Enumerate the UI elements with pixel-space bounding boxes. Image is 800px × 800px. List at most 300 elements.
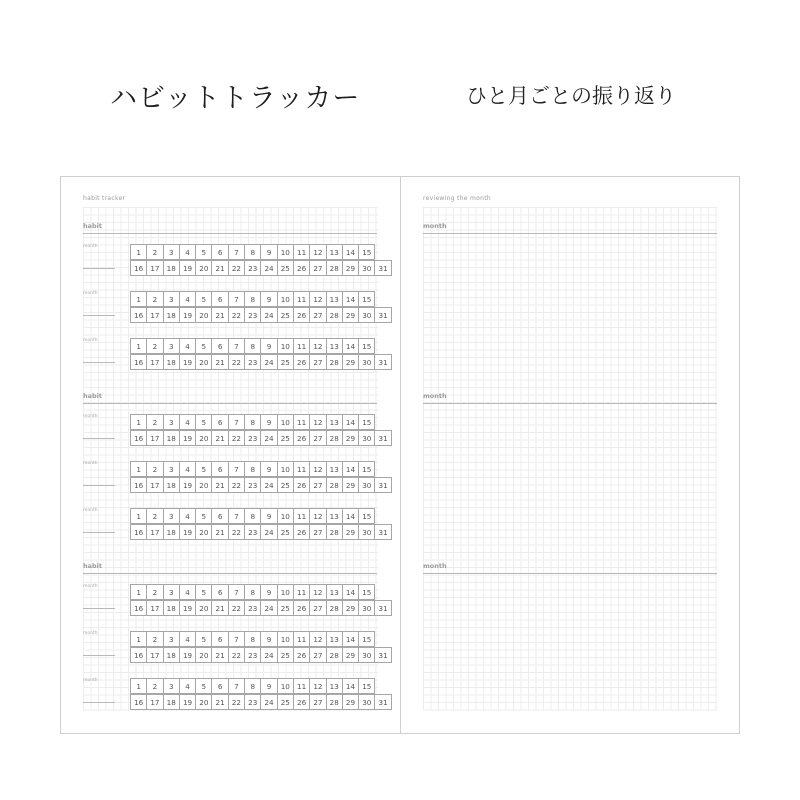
day-cell[interactable]: 26 [293,430,310,446]
day-cell[interactable]: 1 [130,461,147,477]
day-cell[interactable]: 7 [228,461,245,477]
day-cell[interactable]: 6 [211,678,228,694]
day-cell[interactable]: 10 [277,338,294,354]
day-cell[interactable]: 2 [146,338,163,354]
day-cell[interactable]: 17 [146,307,163,323]
day-cell[interactable]: 3 [163,244,180,260]
day-cell[interactable]: 4 [179,678,196,694]
day-cell[interactable]: 28 [326,354,343,370]
day-cell[interactable]: 22 [228,260,245,276]
day-cell[interactable]: 1 [130,584,147,600]
day-cell[interactable]: 22 [228,647,245,663]
day-cell[interactable]: 13 [326,244,343,260]
day-cell[interactable]: 26 [293,260,310,276]
day-cell[interactable]: 2 [146,244,163,260]
day-cell[interactable]: 29 [342,477,359,493]
day-cell[interactable]: 12 [309,338,326,354]
day-cell[interactable]: 25 [277,477,294,493]
day-cell[interactable]: 8 [244,414,261,430]
day-cell[interactable]: 3 [163,461,180,477]
day-cell[interactable]: 3 [163,508,180,524]
day-cell[interactable]: 10 [277,414,294,430]
day-cell[interactable]: 13 [326,291,343,307]
day-cell[interactable]: 28 [326,600,343,616]
day-cell[interactable]: 27 [309,647,326,663]
day-cell[interactable]: 3 [163,338,180,354]
day-cell[interactable]: 12 [309,461,326,477]
day-cell[interactable]: 5 [195,338,212,354]
day-cell[interactable]: 4 [179,291,196,307]
day-cell[interactable]: 2 [146,584,163,600]
habit-write-line[interactable] [83,403,377,404]
day-cell[interactable]: 1 [130,678,147,694]
day-cell[interactable]: 25 [277,354,294,370]
day-cell[interactable]: 23 [244,600,261,616]
day-cell[interactable]: 18 [163,354,180,370]
day-cell[interactable]: 4 [179,631,196,647]
day-cell[interactable]: 30 [358,354,375,370]
day-cell[interactable]: 22 [228,354,245,370]
day-cell[interactable]: 13 [326,631,343,647]
month-write-line[interactable] [83,532,115,533]
day-cell[interactable]: 14 [342,508,359,524]
day-cell[interactable]: 3 [163,414,180,430]
day-cell[interactable]: 22 [228,307,245,323]
day-cell[interactable]: 14 [342,678,359,694]
day-cell[interactable]: 31 [374,647,391,663]
day-cell[interactable]: 17 [146,260,163,276]
day-cell[interactable]: 11 [293,291,310,307]
day-cell[interactable]: 10 [277,678,294,694]
month-write-line[interactable] [83,655,115,656]
day-cell[interactable]: 28 [326,477,343,493]
month-write-line[interactable] [83,485,115,486]
day-cell[interactable]: 15 [358,338,375,354]
day-cell[interactable]: 26 [293,307,310,323]
day-cell[interactable]: 25 [277,694,294,710]
day-cell[interactable]: 14 [342,338,359,354]
day-cell[interactable]: 16 [130,694,147,710]
day-cell[interactable]: 7 [228,631,245,647]
day-cell[interactable]: 31 [374,307,391,323]
day-cell[interactable]: 1 [130,338,147,354]
day-cell[interactable]: 14 [342,291,359,307]
day-cell[interactable]: 13 [326,338,343,354]
day-cell[interactable]: 18 [163,600,180,616]
day-cell[interactable]: 26 [293,477,310,493]
month-write-line[interactable] [83,315,115,316]
day-cell[interactable]: 18 [163,647,180,663]
day-cell[interactable]: 17 [146,354,163,370]
day-cell[interactable]: 9 [260,414,277,430]
day-cell[interactable]: 30 [358,647,375,663]
day-cell[interactable]: 21 [211,524,228,540]
day-cell[interactable]: 5 [195,631,212,647]
day-cell[interactable]: 20 [195,647,212,663]
day-cell[interactable]: 23 [244,477,261,493]
day-cell[interactable]: 4 [179,338,196,354]
day-cell[interactable]: 19 [179,524,196,540]
day-cell[interactable]: 31 [374,600,391,616]
review-write-line[interactable] [423,573,717,574]
day-cell[interactable]: 16 [130,647,147,663]
day-cell[interactable]: 9 [260,244,277,260]
day-cell[interactable]: 4 [179,508,196,524]
day-cell[interactable]: 7 [228,584,245,600]
day-cell[interactable]: 29 [342,647,359,663]
day-cell[interactable]: 20 [195,307,212,323]
day-cell[interactable]: 6 [211,414,228,430]
day-cell[interactable]: 19 [179,694,196,710]
day-cell[interactable]: 17 [146,647,163,663]
day-cell[interactable]: 15 [358,584,375,600]
day-cell[interactable]: 19 [179,477,196,493]
day-cell[interactable]: 27 [309,694,326,710]
day-cell[interactable]: 29 [342,354,359,370]
day-cell[interactable]: 23 [244,307,261,323]
day-cell[interactable]: 19 [179,354,196,370]
day-cell[interactable]: 24 [260,694,277,710]
day-cell[interactable]: 27 [309,307,326,323]
day-cell[interactable]: 4 [179,461,196,477]
day-cell[interactable]: 19 [179,647,196,663]
day-cell[interactable]: 18 [163,694,180,710]
day-cell[interactable]: 25 [277,647,294,663]
day-cell[interactable]: 16 [130,600,147,616]
day-cell[interactable]: 31 [374,477,391,493]
day-cell[interactable]: 27 [309,600,326,616]
day-cell[interactable]: 15 [358,678,375,694]
day-cell[interactable]: 28 [326,524,343,540]
day-cell[interactable]: 1 [130,414,147,430]
day-cell[interactable]: 8 [244,678,261,694]
day-cell[interactable]: 15 [358,244,375,260]
day-cell[interactable]: 30 [358,694,375,710]
day-cell[interactable]: 2 [146,461,163,477]
day-cell[interactable]: 18 [163,477,180,493]
day-cell[interactable]: 24 [260,524,277,540]
day-cell[interactable]: 14 [342,631,359,647]
day-cell[interactable]: 30 [358,477,375,493]
day-cell[interactable]: 11 [293,338,310,354]
day-cell[interactable]: 18 [163,524,180,540]
day-cell[interactable]: 25 [277,260,294,276]
month-write-line[interactable] [83,702,115,703]
day-cell[interactable]: 21 [211,307,228,323]
day-cell[interactable]: 29 [342,694,359,710]
day-cell[interactable]: 19 [179,307,196,323]
day-cell[interactable]: 18 [163,430,180,446]
day-cell[interactable]: 30 [358,260,375,276]
day-cell[interactable]: 7 [228,338,245,354]
day-cell[interactable]: 14 [342,584,359,600]
day-cell[interactable]: 8 [244,584,261,600]
day-cell[interactable]: 10 [277,244,294,260]
day-cell[interactable]: 21 [211,647,228,663]
habit-label: habit [83,222,103,230]
day-cell[interactable]: 31 [374,694,391,710]
day-cell[interactable]: 13 [326,584,343,600]
day-cell[interactable]: 20 [195,694,212,710]
day-cell[interactable]: 6 [211,461,228,477]
day-cell[interactable]: 16 [130,524,147,540]
habit-write-line[interactable] [83,573,377,574]
day-cell[interactable]: 14 [342,461,359,477]
day-cell[interactable]: 2 [146,291,163,307]
day-cell[interactable]: 13 [326,508,343,524]
day-cell[interactable]: 9 [260,508,277,524]
day-cell[interactable]: 17 [146,477,163,493]
day-cell[interactable]: 15 [358,414,375,430]
day-cell[interactable]: 28 [326,307,343,323]
day-grid [130,461,391,492]
day-cell[interactable]: 30 [358,307,375,323]
day-cell[interactable]: 16 [130,307,147,323]
day-cell[interactable]: 6 [211,508,228,524]
day-cell[interactable]: 30 [358,600,375,616]
day-cell[interactable]: 4 [179,414,196,430]
day-cell[interactable]: 25 [277,430,294,446]
day-cell[interactable]: 21 [211,354,228,370]
left-page [61,177,401,733]
month-write-line[interactable] [83,268,115,269]
day-cell[interactable]: 23 [244,354,261,370]
day-cell[interactable]: 3 [163,584,180,600]
day-cell[interactable]: 22 [228,430,245,446]
day-cell[interactable]: 11 [293,414,310,430]
habit-write-line[interactable] [83,233,377,234]
day-cell[interactable]: 5 [195,678,212,694]
day-cell[interactable]: 29 [342,260,359,276]
day-cell[interactable]: 19 [179,260,196,276]
day-cell[interactable]: 12 [309,678,326,694]
day-cell[interactable]: 27 [309,430,326,446]
day-cell[interactable]: 17 [146,430,163,446]
day-cell[interactable]: 14 [342,244,359,260]
day-cell[interactable]: 23 [244,260,261,276]
day-cell[interactable]: 1 [130,244,147,260]
day-cell[interactable]: 9 [260,338,277,354]
day-cell[interactable]: 9 [260,291,277,307]
day-cell[interactable]: 28 [326,694,343,710]
day-cell[interactable]: 23 [244,524,261,540]
day-cell[interactable]: 20 [195,477,212,493]
day-cell[interactable]: 28 [326,260,343,276]
day-cell[interactable]: 19 [179,600,196,616]
day-cell[interactable]: 21 [211,260,228,276]
day-cell[interactable]: 21 [211,430,228,446]
day-cell[interactable]: 24 [260,260,277,276]
day-cell[interactable]: 26 [293,694,310,710]
day-cell[interactable]: 8 [244,244,261,260]
day-cell[interactable]: 7 [228,414,245,430]
day-cell[interactable]: 16 [130,354,147,370]
day-cell[interactable]: 26 [293,647,310,663]
day-cell[interactable]: 8 [244,508,261,524]
day-cell[interactable]: 1 [130,508,147,524]
day-cell[interactable]: 1 [130,631,147,647]
day-cell[interactable]: 8 [244,631,261,647]
day-cell[interactable]: 12 [309,508,326,524]
day-cell[interactable]: 20 [195,600,212,616]
day-cell[interactable]: 7 [228,508,245,524]
day-cell[interactable]: 23 [244,647,261,663]
day-cell[interactable]: 24 [260,354,277,370]
day-cell[interactable]: 9 [260,584,277,600]
day-cell[interactable]: 10 [277,631,294,647]
day-cell[interactable]: 22 [228,477,245,493]
day-cell[interactable]: 23 [244,694,261,710]
day-cell[interactable]: 6 [211,584,228,600]
day-cell[interactable]: 27 [309,524,326,540]
day-cell[interactable]: 1 [130,291,147,307]
day-cell[interactable]: 19 [179,430,196,446]
day-cell[interactable]: 17 [146,694,163,710]
day-cell[interactable]: 12 [309,631,326,647]
day-cell[interactable]: 2 [146,678,163,694]
month-write-line[interactable] [83,608,115,609]
day-cell[interactable]: 15 [358,631,375,647]
day-cell[interactable]: 26 [293,354,310,370]
day-cell[interactable]: 21 [211,600,228,616]
day-cell[interactable]: 8 [244,291,261,307]
day-cell[interactable]: 28 [326,647,343,663]
month-tracker-row [83,508,388,540]
day-cell[interactable]: 24 [260,477,277,493]
day-cell[interactable]: 16 [130,430,147,446]
day-cell[interactable]: 6 [211,338,228,354]
day-cell[interactable]: 20 [195,524,212,540]
day-cell[interactable]: 24 [260,647,277,663]
review-write-line[interactable] [423,233,717,234]
day-cell[interactable]: 28 [326,430,343,446]
review-write-line[interactable] [423,403,717,404]
day-cell[interactable]: 5 [195,291,212,307]
month-write-line[interactable] [83,438,115,439]
day-cell[interactable]: 10 [277,461,294,477]
day-cell[interactable]: 26 [293,600,310,616]
day-cell[interactable]: 15 [358,291,375,307]
day-cell[interactable]: 18 [163,307,180,323]
day-cell[interactable]: 25 [277,600,294,616]
day-cell[interactable]: 11 [293,508,310,524]
day-cell[interactable]: 7 [228,244,245,260]
day-cell[interactable]: 29 [342,524,359,540]
day-cell[interactable]: 11 [293,678,310,694]
day-cell[interactable]: 20 [195,260,212,276]
day-grid [130,584,391,615]
day-cell[interactable]: 18 [163,260,180,276]
day-cell[interactable]: 27 [309,477,326,493]
day-cell[interactable]: 5 [195,414,212,430]
day-cell[interactable]: 11 [293,584,310,600]
day-cell[interactable]: 17 [146,600,163,616]
day-cell[interactable]: 24 [260,600,277,616]
day-cell[interactable]: 23 [244,430,261,446]
day-cell[interactable]: 12 [309,414,326,430]
day-cell[interactable]: 2 [146,414,163,430]
day-cell[interactable]: 6 [211,631,228,647]
day-cell[interactable]: 8 [244,461,261,477]
day-cell[interactable]: 5 [195,461,212,477]
day-cell[interactable]: 4 [179,244,196,260]
day-cell[interactable]: 31 [374,354,391,370]
day-cell[interactable]: 12 [309,584,326,600]
day-cell[interactable]: 3 [163,631,180,647]
day-cell[interactable]: 15 [358,508,375,524]
day-cell[interactable]: 5 [195,584,212,600]
day-cell[interactable]: 14 [342,414,359,430]
day-cell[interactable]: 10 [277,291,294,307]
month-tracker-row [83,584,388,616]
day-cell[interactable]: 4 [179,584,196,600]
day-cell[interactable]: 7 [228,678,245,694]
day-cell[interactable]: 31 [374,260,391,276]
day-cell[interactable]: 10 [277,584,294,600]
day-cell[interactable]: 30 [358,430,375,446]
day-cell[interactable]: 2 [146,631,163,647]
day-cell[interactable]: 29 [342,307,359,323]
day-cell[interactable]: 7 [228,291,245,307]
day-cell[interactable]: 12 [309,244,326,260]
day-cell[interactable]: 24 [260,307,277,323]
day-cell[interactable]: 5 [195,244,212,260]
day-cell[interactable]: 21 [211,694,228,710]
day-cell[interactable]: 3 [163,678,180,694]
day-cell[interactable]: 24 [260,430,277,446]
month-write-line[interactable] [83,362,115,363]
day-cell[interactable]: 29 [342,600,359,616]
day-cell[interactable]: 21 [211,477,228,493]
day-cell[interactable]: 9 [260,678,277,694]
day-cell[interactable]: 17 [146,524,163,540]
day-cell[interactable]: 29 [342,430,359,446]
day-cell[interactable]: 9 [260,631,277,647]
day-cell[interactable]: 25 [277,524,294,540]
day-cell[interactable]: 6 [211,244,228,260]
day-cell[interactable]: 3 [163,291,180,307]
day-cell[interactable]: 16 [130,477,147,493]
day-cell[interactable]: 2 [146,508,163,524]
day-cell[interactable]: 8 [244,338,261,354]
day-cell[interactable]: 15 [358,461,375,477]
day-cell[interactable]: 31 [374,430,391,446]
day-cell[interactable]: 11 [293,461,310,477]
day-cell[interactable]: 22 [228,524,245,540]
day-cell[interactable]: 9 [260,461,277,477]
day-cell[interactable]: 26 [293,524,310,540]
day-cell[interactable]: 22 [228,600,245,616]
day-cell[interactable]: 16 [130,260,147,276]
day-cell[interactable]: 27 [309,354,326,370]
day-cell[interactable]: 10 [277,508,294,524]
day-cell[interactable]: 12 [309,291,326,307]
day-cell[interactable]: 11 [293,244,310,260]
day-cell[interactable]: 11 [293,631,310,647]
day-cell[interactable]: 31 [374,524,391,540]
day-cell[interactable]: 22 [228,694,245,710]
day-cell[interactable]: 25 [277,307,294,323]
day-cell[interactable]: 13 [326,678,343,694]
day-cell[interactable]: 27 [309,260,326,276]
day-cell[interactable]: 13 [326,414,343,430]
day-cell[interactable]: 6 [211,291,228,307]
day-cell[interactable]: 30 [358,524,375,540]
day-cell[interactable]: 5 [195,508,212,524]
day-cell[interactable]: 13 [326,461,343,477]
day-cell[interactable]: 20 [195,354,212,370]
day-cell[interactable]: 20 [195,430,212,446]
